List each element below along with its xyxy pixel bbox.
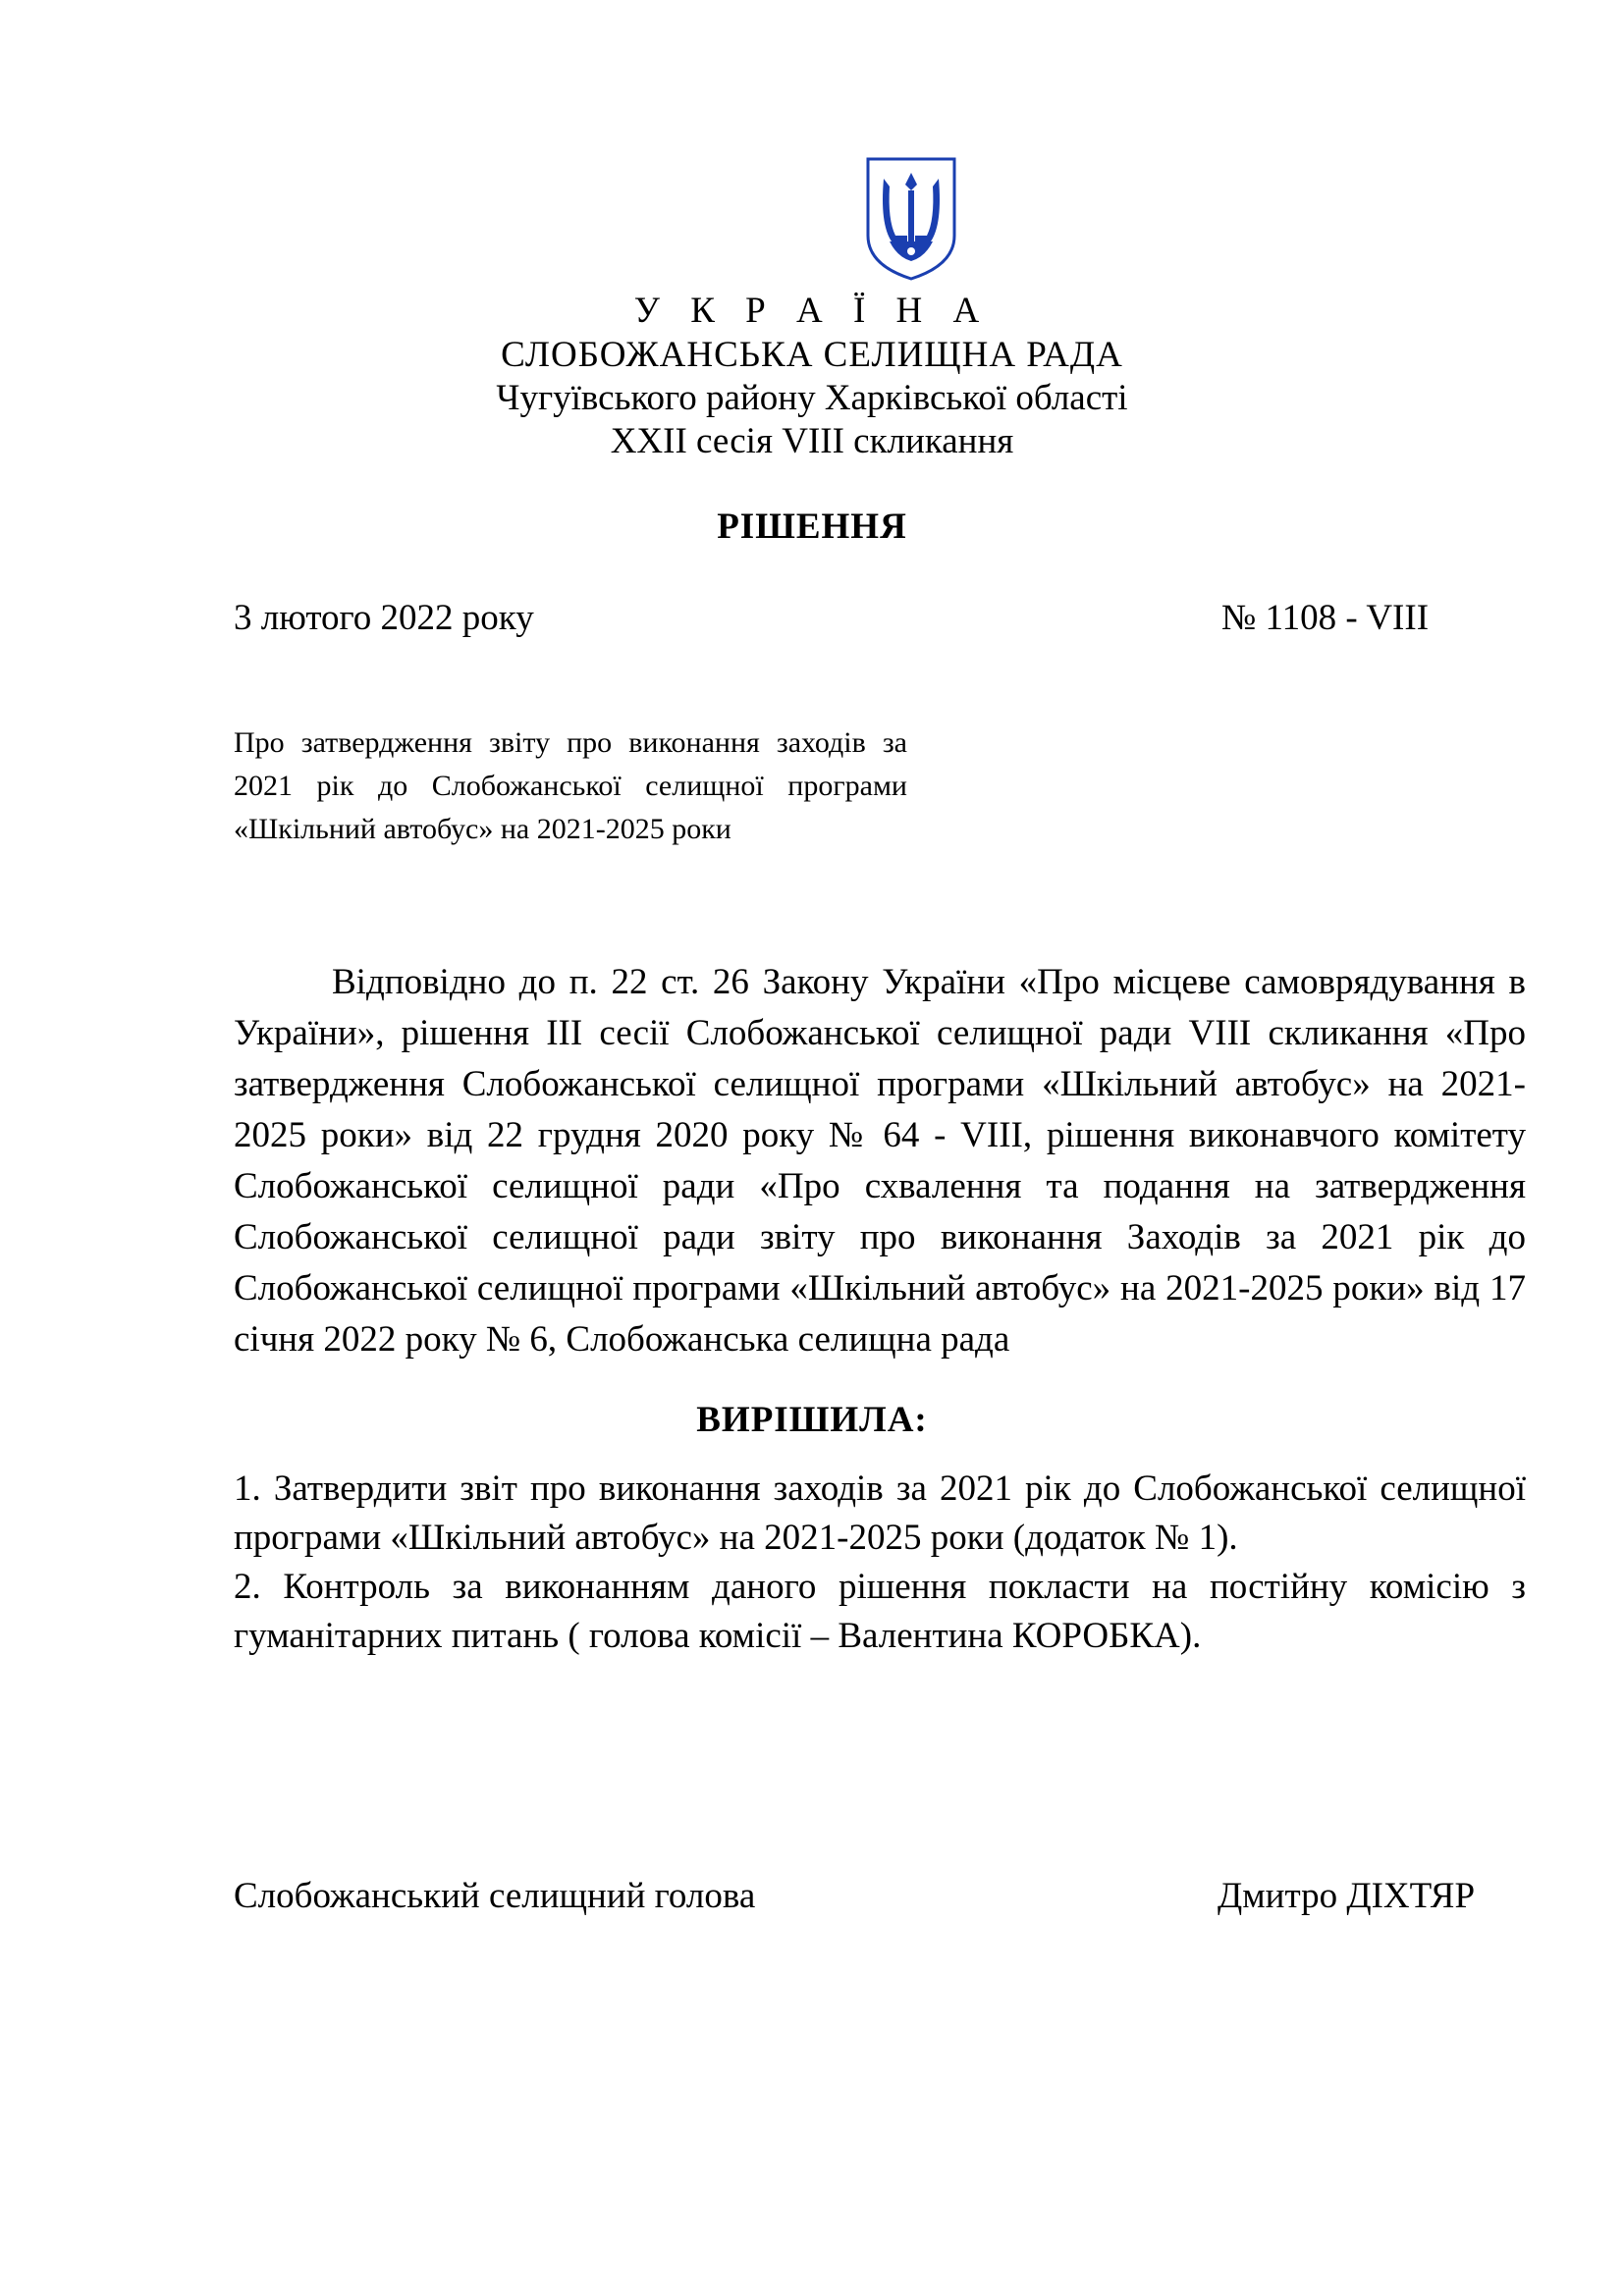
document-subject: Про затвердження звіту про виконання заходів за 2021 рік до Слобожанської селищної програми «Шкільний автобус» на 2021-2025 роки bbox=[234, 726, 907, 845]
preamble-paragraph: Відповідно до п. 22 ст. 26 Закону України «Про місцеве самоврядування в України», рішення ІІІ сесії Слобожанської селищної ради VIII скликання «Про затвердження Слобожанської селищної програми «Шкільний автобус» на 2021-2025 роки» від 22 грудня 2020 року № 64 - VIII, рішення виконавчого комітету Слобожанської селищної ради «Про схвалення та подання на затвердження Слобожанської селищної ради звіту про виконання Заходів за 2021 рік до Слобожанської селищної програми «Шкільний автобус» на 2021-2025 роки» від 17 січня 2022 року № 6, Слобожанська селищна рада bbox=[234, 962, 1526, 1360]
signatory-name: Дмитро ДІХТЯР bbox=[1218, 1876, 1476, 1916]
trident-coat-of-arms-icon bbox=[864, 155, 958, 283]
signatory-role: Слобожанський селищний голова bbox=[234, 1876, 756, 1916]
district-name: Чугуївського району Харківської області bbox=[496, 378, 1128, 418]
document-title: РІШЕННЯ bbox=[717, 507, 907, 547]
session-info: XXII сесія VIII скликання bbox=[610, 421, 1014, 461]
decision-items bbox=[234, 1465, 1526, 1661]
document-number: № 1108 - VIII bbox=[1221, 598, 1430, 638]
council-name: СЛОБОЖАНСЬКА СЕЛИЩНА РАДА bbox=[501, 335, 1123, 375]
document-date: 3 лютого 2022 року bbox=[234, 598, 534, 638]
country-name: У К Р А Ї Н А bbox=[633, 291, 991, 331]
decision-item: 2. Контроль за виконанням даного рішення покласти на постійну комісію з гуманітарних питань ( голова комісії – Валентина КОРОБКА). bbox=[234, 1567, 1526, 1656]
decided-heading: ВИРІШИЛА: bbox=[696, 1400, 928, 1440]
decision-item: 1. Затвердити звіт про виконання заходів за 2021 рік до Слобожанської селищної програми «Шкільний автобус» на 2021-2025 роки (додаток № 1). bbox=[234, 1468, 1526, 1558]
